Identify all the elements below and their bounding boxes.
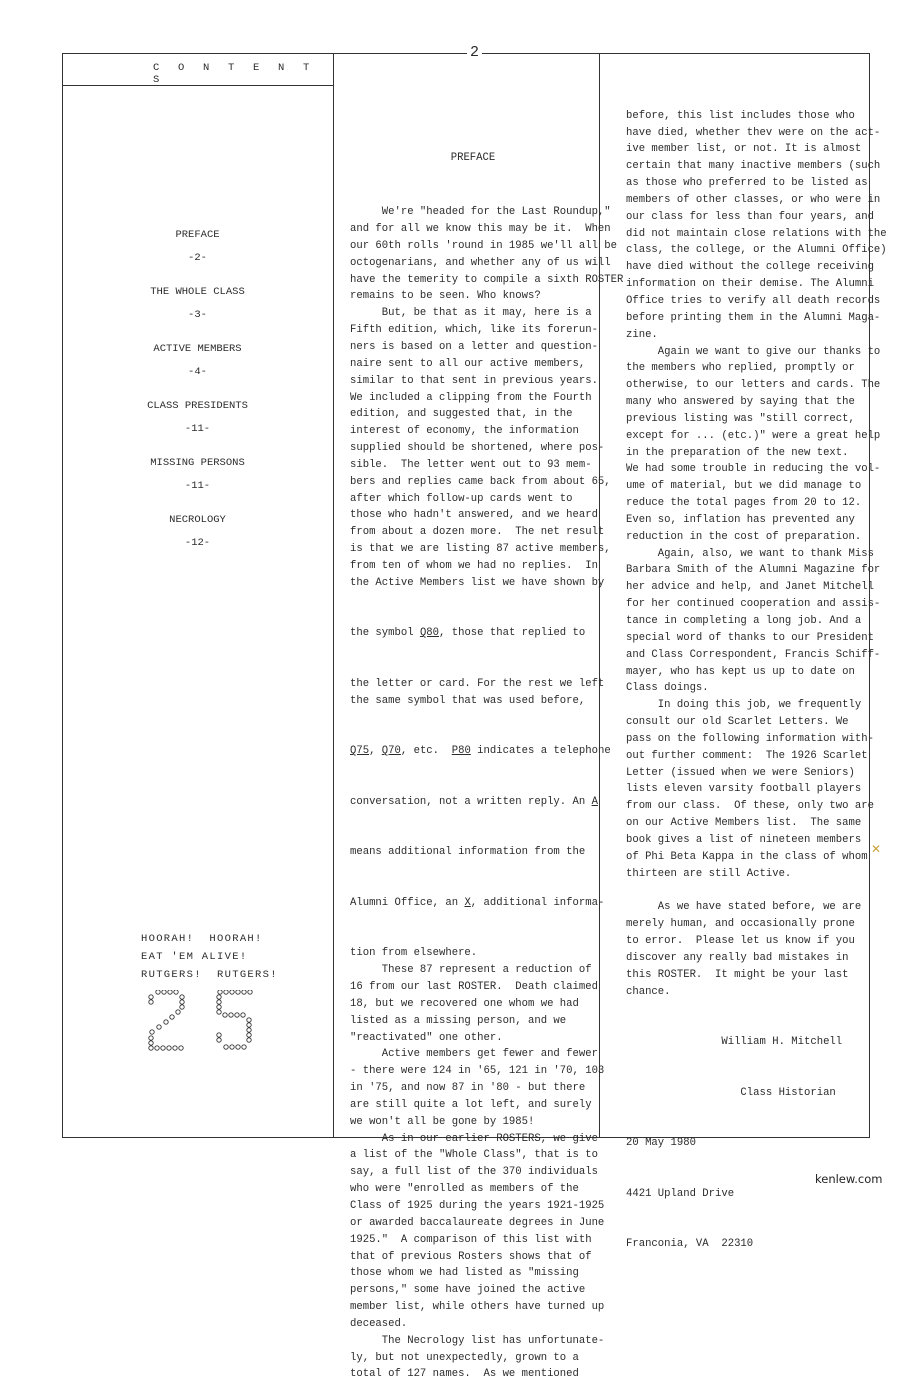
preface-line: for her continued cooperation and assis- bbox=[626, 598, 881, 611]
preface-line: 18, but we recovered one whom we had bbox=[350, 997, 579, 1010]
preface-line: those whom we had listed as "missing bbox=[350, 1267, 579, 1280]
column-divider-left bbox=[333, 53, 334, 1138]
emblem-dot bbox=[217, 1033, 221, 1037]
preface-line: our 60th rolls 'round in 1985 we'll all be bbox=[350, 239, 618, 252]
signature-address-line1: 4421 Upland Drive bbox=[626, 1187, 735, 1200]
toc-page: -11- bbox=[184, 423, 211, 435]
emblem-dot bbox=[217, 1000, 221, 1004]
pencil-mark-icon: ✕ bbox=[871, 842, 882, 856]
toc-item-class-presidents[interactable] bbox=[62, 399, 333, 456]
emblem-dot bbox=[157, 1025, 161, 1029]
emblem-dot bbox=[235, 1013, 239, 1017]
preface-line: a list of the "Whole Class", that is to bbox=[350, 1149, 598, 1162]
preface-line: These 87 represent a reduction of bbox=[350, 964, 592, 977]
preface-line: "reactivated" one other. bbox=[350, 1031, 503, 1044]
preface-line: ly, but not unexpectedly, grown to a bbox=[350, 1351, 579, 1364]
preface-line: her advice and help, and Janet Mitchell bbox=[626, 581, 874, 594]
cheer-line: RUTGERS! RUTGERS! bbox=[141, 969, 278, 981]
preface-line: lists eleven varsity football players bbox=[626, 783, 862, 796]
preface-line: special word of thanks to our President bbox=[626, 631, 874, 644]
emblem-dot bbox=[229, 1013, 233, 1017]
preface-heading: PREFACE bbox=[450, 151, 496, 164]
emblem-dot bbox=[174, 990, 178, 994]
preface-line: reduce the total pages from 20 to 12. bbox=[626, 497, 862, 510]
preface-line: is that we are listing 87 active members, bbox=[350, 543, 611, 556]
emblem-dot bbox=[173, 1046, 177, 1050]
preface-line: Class doings. bbox=[626, 682, 709, 695]
preface-text-part-b bbox=[350, 676, 605, 710]
emblem-dot bbox=[155, 1046, 159, 1050]
preface-line: have died, whether thev were on the act- bbox=[626, 126, 881, 139]
toc-page: -2- bbox=[188, 252, 207, 264]
preface-line: interest of economy, the information bbox=[350, 425, 579, 438]
preface-line: naire sent to all our active members, bbox=[350, 357, 586, 370]
preface-text-continued bbox=[626, 108, 887, 1001]
symbol-q75: Q75 bbox=[350, 745, 370, 758]
emblem-dot bbox=[223, 1013, 227, 1017]
emblem-dot bbox=[161, 1046, 165, 1050]
preface-line: ners is based on a letter and question- bbox=[350, 340, 598, 353]
text: , those that replied to bbox=[439, 627, 586, 640]
preface-line: thirteen are still Active. bbox=[626, 867, 792, 880]
toc-item-whole-class[interactable] bbox=[62, 285, 333, 342]
emblem-dot bbox=[217, 1005, 221, 1009]
preface-line: and for all we know this may be it. When bbox=[350, 223, 611, 236]
emblem-dot bbox=[164, 1020, 168, 1024]
emblem-dot bbox=[248, 990, 252, 994]
preface-line: ive member list, or not. It is almost bbox=[626, 143, 862, 156]
text: indicates a telephone bbox=[470, 745, 611, 758]
preface-line: total of 127 names. As we mentioned bbox=[350, 1368, 579, 1381]
toc-page: -3- bbox=[188, 309, 207, 321]
emblem-dot bbox=[217, 995, 221, 999]
preface-line: Letter (issued when we were Seniors) bbox=[626, 766, 855, 779]
preface-line: similar to that sent in previous years. bbox=[350, 374, 598, 387]
emblem-dot bbox=[247, 1033, 251, 1037]
preface-line: In doing this job, we frequently bbox=[626, 699, 862, 712]
preface-line: of Phi Beta Kappa in the class of whom bbox=[626, 850, 868, 863]
preface-line: from our class. Of these, only two are bbox=[626, 800, 874, 813]
emblem-dot bbox=[242, 1045, 246, 1049]
preface-line: Office tries to verify all death records bbox=[626, 294, 881, 307]
preface-line: 16 from our last ROSTER. Death claimed bbox=[350, 981, 598, 994]
preface-column-right bbox=[626, 74, 887, 1270]
preface-line: or awarded baccalaureate degrees in June bbox=[350, 1216, 605, 1229]
toc-label: PREFACE bbox=[175, 229, 220, 241]
preface-line: sible. The letter went out to 93 mem- bbox=[350, 458, 592, 471]
preface-line: we won't all be gone by 1985! bbox=[350, 1115, 535, 1128]
toc-item-active-members[interactable] bbox=[62, 342, 333, 399]
preface-line: Fifth edition, which, like its forerun- bbox=[350, 324, 598, 337]
emblem-dot bbox=[230, 990, 234, 994]
emblem-dot bbox=[247, 1028, 251, 1032]
preface-line: mayer, who has kept us up to date on bbox=[626, 665, 855, 678]
preface-line: 1925." A comparison of this list with bbox=[350, 1233, 592, 1246]
emblem-dot bbox=[218, 990, 222, 994]
emblem-dot bbox=[180, 1000, 184, 1004]
preface-line: after which follow-up cards went to bbox=[350, 492, 573, 505]
toc-label: THE WHOLE CLASS bbox=[150, 286, 245, 298]
cheer-line: EAT 'EM ALIVE! bbox=[141, 951, 248, 963]
emblem-dot bbox=[236, 990, 240, 994]
preface-line: on our Active Members list. The same bbox=[626, 817, 862, 830]
preface-line: Barbara Smith of the Alumni Magazine for bbox=[626, 564, 881, 577]
preface-line: before, this list includes those who bbox=[626, 109, 855, 122]
preface-line: supplied should be shortened, where pos- bbox=[350, 442, 605, 455]
toc-item-missing-persons[interactable] bbox=[62, 456, 333, 513]
text: conversation, not a written reply. An bbox=[350, 795, 592, 808]
preface-line bbox=[350, 895, 605, 912]
emblem-dot bbox=[167, 1046, 171, 1050]
preface-line: The Necrology list has unfortunate- bbox=[350, 1334, 605, 1347]
preface-line: We included a clipping from the Fourth bbox=[350, 391, 592, 404]
rutgers-cheer bbox=[141, 930, 278, 984]
emblem-dot bbox=[179, 1046, 183, 1050]
preface-line: class, the college, or the Alumni Office) bbox=[626, 244, 887, 257]
preface-line: Q75, Q70, etc. P80 indicates a telephone bbox=[350, 745, 611, 758]
signature-title: Class Historian bbox=[626, 1086, 836, 1099]
preface-line: our class for less than four years, and bbox=[626, 210, 874, 223]
preface-line: the members who replied, promptly or bbox=[626, 362, 855, 375]
preface-line: Active members get fewer and fewer bbox=[350, 1048, 598, 1061]
text: , additional informa- bbox=[470, 896, 605, 909]
preface-line: discover any really bad mistakes in bbox=[626, 951, 849, 964]
emblem-dot bbox=[247, 1023, 251, 1027]
symbol-q80: Q80 bbox=[419, 627, 440, 640]
preface-text-part-c bbox=[350, 844, 596, 861]
preface-line: As in our earlier ROSTERS, we give bbox=[350, 1132, 598, 1145]
table-of-contents bbox=[62, 228, 333, 570]
preface-line: have the temerity to compile a sixth ROSTER bbox=[350, 273, 624, 286]
cheer-line: HOORAH! HOORAH! bbox=[141, 933, 263, 945]
preface-line: previous listing was "still correct, bbox=[626, 412, 855, 425]
preface-line: member list, while others have turned up bbox=[350, 1301, 605, 1314]
emblem-dot bbox=[217, 1038, 221, 1042]
preface-line: Again, also, we want to thank Miss bbox=[626, 547, 874, 560]
preface-line: consult our old Scarlet Letters. We bbox=[626, 716, 849, 729]
preface-line: Even so, inflation has prevented any bbox=[626, 513, 855, 526]
preface-line: in '75, and now 87 in '80 - but there bbox=[350, 1082, 586, 1095]
watermark: kenlew.com bbox=[815, 1172, 883, 1186]
preface-line: chance. bbox=[626, 985, 671, 998]
page-number: 2 bbox=[467, 44, 482, 61]
preface-line: that of previous Rosters shows that of bbox=[350, 1250, 592, 1263]
preface-line: deceased. bbox=[350, 1317, 408, 1330]
preface-line: and Class Correspondent, Francis Schiff- bbox=[626, 648, 881, 661]
signature-date: 20 May 1980 bbox=[626, 1137, 696, 1150]
text: Alumni Office, an bbox=[350, 896, 465, 909]
preface-line: zine. bbox=[626, 328, 658, 341]
symbol-q70: Q70 bbox=[381, 745, 401, 758]
preface-line: those who hadn't answered, and we heard bbox=[350, 509, 598, 522]
toc-page: -11- bbox=[184, 480, 211, 492]
emblem-dot bbox=[170, 1015, 174, 1019]
emblem-dot bbox=[150, 1030, 154, 1034]
emblem-dot bbox=[176, 1010, 180, 1014]
preface-line: many who answered by saying that the bbox=[626, 396, 855, 409]
preface-line: Again we want to give our thanks to bbox=[626, 345, 881, 358]
preface-text-part-a bbox=[350, 204, 624, 591]
emblem-dot bbox=[224, 990, 228, 994]
preface-line: pass on the following information with- bbox=[626, 732, 874, 745]
preface-line: We had some trouble in reducing the vol- bbox=[626, 463, 881, 476]
toc-item-necrology[interactable] bbox=[62, 513, 333, 570]
text: , etc. bbox=[400, 745, 452, 758]
emblem-dot bbox=[149, 1041, 153, 1045]
preface-line: We're "headed for the Last Roundup," bbox=[350, 206, 611, 219]
toc-item-preface[interactable] bbox=[62, 228, 333, 285]
emblem-dot bbox=[149, 1036, 153, 1040]
preface-line: book gives a list of nineteen members bbox=[626, 833, 862, 846]
preface-line: did not maintain close relations with the bbox=[626, 227, 887, 240]
preface-line: otherwise, to our letters and cards. The bbox=[626, 379, 881, 392]
emblem-dot bbox=[236, 1045, 240, 1049]
preface-line: tance in completing a long job. And a bbox=[626, 615, 862, 627]
toc-label: MISSING PERSONS bbox=[150, 457, 245, 469]
toc-label: ACTIVE MEMBERS bbox=[153, 343, 242, 355]
preface-line: remains to be seen. Who knows? bbox=[350, 290, 541, 303]
preface-line: the letter or card. For the rest we left bbox=[350, 677, 605, 690]
preface-text-part-d bbox=[350, 945, 605, 1383]
preface-line: listed as a missing person, and we bbox=[350, 1014, 567, 1027]
emblem-dot bbox=[149, 995, 153, 999]
preface-line: edition, and suggested that, in the bbox=[350, 408, 573, 421]
preface-line: merely human, and occasionally prone bbox=[626, 918, 855, 931]
preface-line: who were "enrolled as members of the bbox=[350, 1183, 579, 1196]
emblem-dot bbox=[156, 990, 160, 994]
emblem-dot bbox=[241, 1013, 245, 1017]
signature-address-line2: Franconia, VA 22310 bbox=[626, 1238, 754, 1251]
symbol-x: X bbox=[464, 896, 471, 909]
emblem-dot bbox=[180, 1005, 184, 1009]
preface-line: - there were 124 in '65, 121 in '70, 103 bbox=[350, 1065, 605, 1078]
preface-line: say, a full list of the 370 individuals bbox=[350, 1166, 598, 1179]
signature-name: William H. Mitchell bbox=[626, 1036, 843, 1049]
emblem-dot bbox=[162, 990, 166, 994]
emblem-dot bbox=[247, 1038, 251, 1042]
emblem-dot bbox=[224, 1045, 228, 1049]
preface-column-middle bbox=[350, 116, 624, 1400]
preface-line: out further comment: The 1926 Scarlet bbox=[626, 749, 868, 762]
preface-line: means additional information from the bbox=[350, 846, 586, 859]
preface-line: as those who preferred to be listed as bbox=[626, 177, 868, 190]
preface-line: except for ... (etc.)" were a great help bbox=[626, 429, 881, 442]
toc-label: NECROLOGY bbox=[169, 514, 226, 526]
preface-line: tion from elsewhere. bbox=[350, 947, 478, 960]
preface-line: octogenarians, and whether any of us will bbox=[350, 256, 611, 269]
preface-line: reduction in the cost of preparation. bbox=[626, 530, 862, 543]
symbol-p80: P80 bbox=[451, 745, 471, 758]
class-25-emblem-icon bbox=[146, 990, 266, 1060]
emblem-dot bbox=[149, 1000, 153, 1004]
symbol-a: A bbox=[591, 795, 598, 808]
emblem-dot bbox=[149, 1046, 153, 1050]
emblem-dot bbox=[230, 1045, 234, 1049]
emblem-dot bbox=[242, 990, 246, 994]
preface-line: this ROSTER. It might be your last bbox=[626, 968, 849, 981]
emblem-dot bbox=[217, 1010, 221, 1014]
emblem-dot bbox=[180, 995, 184, 999]
preface-line bbox=[350, 625, 596, 642]
preface-line bbox=[626, 883, 862, 900]
emblem-dot bbox=[168, 990, 172, 994]
preface-line bbox=[350, 794, 596, 811]
preface-line: before printing them in the Alumni Maga- bbox=[626, 311, 881, 324]
preface-line: Class of 1925 during the years 1921-1925 bbox=[350, 1200, 605, 1212]
preface-line: ume of material, but we did manage to bbox=[626, 480, 862, 493]
preface-line: from about a dozen more. The net result bbox=[350, 526, 605, 539]
preface-line: are still quite a lot left, and surely bbox=[350, 1098, 592, 1111]
toc-page: -12- bbox=[184, 537, 211, 549]
preface-line: in the preparation of the new text. bbox=[626, 446, 849, 459]
preface-line: to error. Please let us know if you bbox=[626, 935, 855, 948]
preface-line: As we have stated before, we are bbox=[626, 901, 862, 914]
preface-line: But, be that as it may, here is a bbox=[350, 307, 592, 320]
preface-line: the Active Members list we have shown by bbox=[350, 576, 605, 589]
preface-line: have died without the college receiving bbox=[626, 261, 874, 274]
toc-page: -4- bbox=[188, 366, 207, 378]
preface-line: persons," some have joined the active bbox=[350, 1284, 586, 1297]
preface-line: bers and replies came back from about 65, bbox=[350, 475, 611, 488]
preface-line: the same symbol that was used before, bbox=[350, 694, 586, 707]
contents-title: C O N T E N T S bbox=[153, 62, 316, 86]
preface-line: from ten of whom we had no replies. In bbox=[350, 559, 598, 572]
preface-line: information on their demise. The Alumni bbox=[626, 278, 874, 291]
toc-label: CLASS PRESIDENTS bbox=[147, 400, 248, 412]
preface-line: members of other classes, or who were in bbox=[626, 193, 881, 206]
text: the symbol bbox=[350, 627, 420, 640]
emblem-dot bbox=[247, 1018, 251, 1022]
preface-line: certain that many inactive members (such bbox=[626, 160, 881, 173]
